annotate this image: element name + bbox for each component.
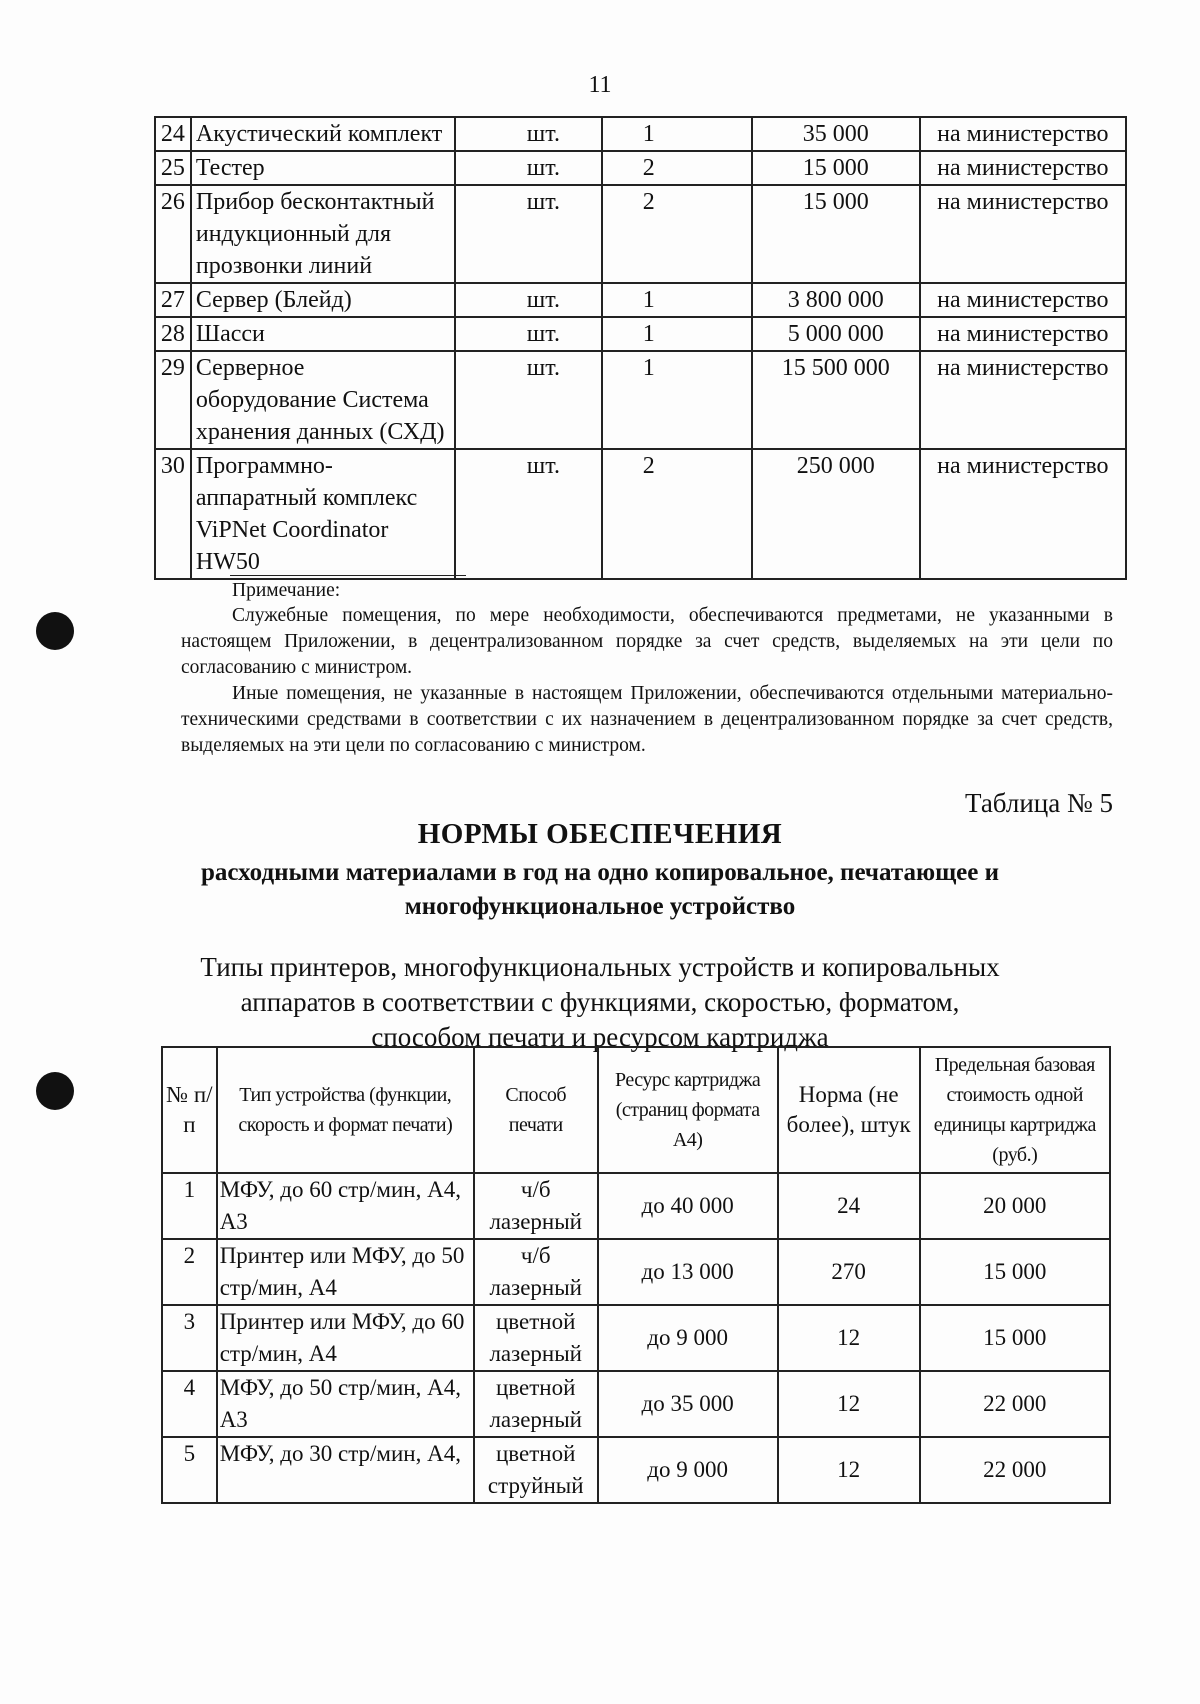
cell-price: 35 000 [752, 117, 920, 151]
cell-qty: 2 [602, 449, 752, 579]
cell-num: 2 [162, 1239, 217, 1305]
cell-resource: до 9 000 [598, 1437, 778, 1503]
cell-num: 29 [155, 351, 191, 449]
cell-type: МФУ, до 60 стр/мин, А4, А3 [217, 1173, 474, 1239]
cell-price: 250 000 [752, 449, 920, 579]
note-body [181, 603, 1113, 759]
cell-norm: 12 [778, 1305, 920, 1371]
header-num: № п/п [162, 1047, 217, 1173]
punch-hole-marker [36, 612, 74, 650]
table-row [155, 185, 1126, 283]
cell-num: 26 [155, 185, 191, 283]
cell-note: на министерство [920, 185, 1126, 283]
cell-cost: 15 000 [920, 1305, 1110, 1371]
cell-price: 15 500 000 [752, 351, 920, 449]
cell-method: цветной лазерный [474, 1371, 598, 1437]
cell-price: 3 800 000 [752, 283, 920, 317]
cell-unit: шт. [455, 117, 601, 151]
table-row [155, 283, 1126, 317]
cell-unit: шт. [455, 317, 601, 351]
cell-note: на министерство [920, 351, 1126, 449]
cell-resource: до 40 000 [598, 1173, 778, 1239]
cell-norm: 12 [778, 1371, 920, 1437]
table-row [155, 317, 1126, 351]
cell-type: Принтер или МФУ, до 50 стр/мин, А4 [217, 1239, 474, 1305]
cell-method: ч/б лазерный [474, 1239, 598, 1305]
table-row [155, 449, 1126, 579]
cell-qty: 1 [602, 317, 752, 351]
header-cost: Предельная базовая стоимость одной единицы картриджа (руб.) [920, 1047, 1110, 1173]
cell-name: Серверное оборудование Система хранения данных (СХД) [191, 351, 455, 449]
cell-cost: 20 000 [920, 1173, 1110, 1239]
cell-num: 1 [162, 1173, 217, 1239]
cell-qty: 1 [602, 117, 752, 151]
cell-qty: 1 [602, 283, 752, 317]
cell-resource: до 35 000 [598, 1371, 778, 1437]
table-row [155, 351, 1126, 449]
cell-name: Акустический комплект [191, 117, 455, 151]
cell-unit: шт. [455, 449, 601, 579]
page-number: 11 [588, 72, 612, 98]
cell-num: 5 [162, 1437, 217, 1503]
cell-qty: 1 [602, 351, 752, 449]
cell-name: Сервер (Блейд) [191, 283, 455, 317]
consumables-norms-table [161, 1046, 1111, 1504]
cell-unit: шт. [455, 185, 601, 283]
cell-name: Прибор бесконтактный индукционный для прозвонки линий [191, 185, 455, 283]
cell-norm: 24 [778, 1173, 920, 1239]
table-row [162, 1305, 1110, 1371]
cell-price: 15 000 [752, 151, 920, 185]
cell-num: 30 [155, 449, 191, 579]
cell-name: Программно-аппаратный комплекс ViPNet Coordinator HW50 [191, 449, 455, 579]
cell-num: 27 [155, 283, 191, 317]
cell-qty: 2 [602, 151, 752, 185]
table-row [155, 151, 1126, 185]
types-title: Типы принтеров, многофункциональных устройств и копировальных аппаратов в соответствии с функциями, скоростью, форматом, способом печати и ресурсом картриджа [200, 952, 1000, 1052]
cell-num: 3 [162, 1305, 217, 1371]
cell-type: Принтер или МФУ, до 60 стр/мин, А4 [217, 1305, 474, 1371]
cell-type: МФУ, до 30 стр/мин, А4, [217, 1437, 474, 1503]
header-norm: Норма (не более), штук [778, 1047, 920, 1173]
note-title: Примечание: [232, 580, 341, 601]
note-paragraph-1: Служебные помещения, по мере необходимости, обеспечиваются предметами, не указанными в настоящем Приложении, в децентрализованном порядке за счет средств, выделяемых на эти цели по согласованию с министром. [181, 605, 1113, 678]
cell-cost: 22 000 [920, 1437, 1110, 1503]
cell-norm: 12 [778, 1437, 920, 1503]
cell-method: цветной лазерный [474, 1305, 598, 1371]
cell-name: Шасси [191, 317, 455, 351]
cell-num: 24 [155, 117, 191, 151]
footnote-rule [230, 575, 466, 576]
cell-price: 15 000 [752, 185, 920, 283]
table-header-row [162, 1047, 1110, 1173]
cell-norm: 270 [778, 1239, 920, 1305]
cell-note: на министерство [920, 283, 1126, 317]
header-resource: Ресурс картриджа (страниц формата А4) [598, 1047, 778, 1173]
cell-unit: шт. [455, 351, 601, 449]
equipment-table [154, 116, 1127, 580]
cell-num: 28 [155, 317, 191, 351]
cell-price: 5 000 000 [752, 317, 920, 351]
table-row [162, 1239, 1110, 1305]
table-label: Таблица № 5 [965, 788, 1113, 818]
table-row [162, 1371, 1110, 1437]
cell-cost: 22 000 [920, 1371, 1110, 1437]
table-row [155, 117, 1126, 151]
note-paragraph-2: Иные помещения, не указанные в настоящем Приложении, обеспечиваются отдельными материально-техническими средствами в соответствии с их назначением в децентрализованном порядке за счет средств, выделяемых на эти цели по согласованию с министром. [181, 683, 1113, 756]
cell-type: МФУ, до 50 стр/мин, А4, А3 [217, 1371, 474, 1437]
cell-num: 25 [155, 151, 191, 185]
cell-note: на министерство [920, 449, 1126, 579]
cell-qty: 2 [602, 185, 752, 283]
cell-note: на министерство [920, 117, 1126, 151]
cell-note: на министерство [920, 317, 1126, 351]
cell-num: 4 [162, 1371, 217, 1437]
cell-method: цветной струйный [474, 1437, 598, 1503]
cell-resource: до 13 000 [598, 1239, 778, 1305]
header-method: Способ печати [474, 1047, 598, 1173]
cell-method: ч/б лазерный [474, 1173, 598, 1239]
table-row [162, 1173, 1110, 1239]
norms-heading: НОРМЫ ОБЕСПЕЧЕНИЯ [417, 818, 783, 850]
table-row [162, 1437, 1110, 1503]
cell-name: Тестер [191, 151, 455, 185]
header-type: Тип устройства (функции, скорость и формат печати) [217, 1047, 474, 1173]
cell-unit: шт. [455, 151, 601, 185]
punch-hole-marker [36, 1072, 74, 1110]
norms-subheading: расходными материалами в год на одно копировальное, печатающее и многофункциональное устройство [200, 859, 1000, 920]
cell-resource: до 9 000 [598, 1305, 778, 1371]
cell-note: на министерство [920, 151, 1126, 185]
cell-cost: 15 000 [920, 1239, 1110, 1305]
cell-unit: шт. [455, 283, 601, 317]
